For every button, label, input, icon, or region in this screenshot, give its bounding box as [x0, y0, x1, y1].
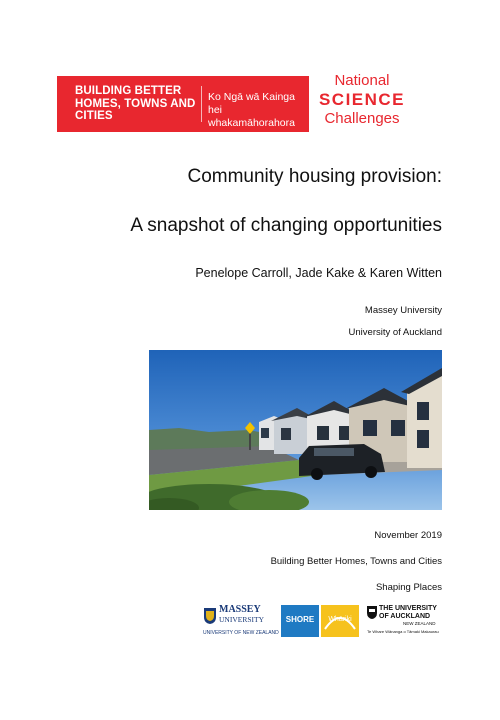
document-subtitle: A snapshot of changing opportunities	[130, 215, 442, 236]
nsc-line3: Challenges	[324, 110, 400, 127]
auckland-crest-icon	[367, 606, 377, 619]
affiliation-massey: Massey University	[364, 305, 442, 316]
nsc-line1: National	[334, 72, 390, 89]
shore-logo	[281, 605, 319, 637]
massey-university-logo	[203, 604, 279, 637]
banner-maori-line2: whakamāhorahora	[208, 117, 295, 129]
cover-photo-housing-street	[149, 350, 442, 510]
affiliation-auckland: University of Auckland	[348, 327, 442, 338]
whariki-text: Whāriki	[328, 616, 352, 623]
publication-date: November 2019	[374, 530, 442, 541]
auckland-line3: NEW ZEALAND	[403, 621, 436, 626]
massey-tagline: UNIVERSITY OF NEW ZEALAND	[203, 630, 279, 636]
national-science-challenges-logo	[312, 72, 412, 134]
authors: Penelope Carroll, Jade Kake & Karen Witten	[195, 266, 442, 280]
banner-right-text	[208, 91, 309, 130]
bbhtc-banner	[57, 76, 309, 132]
auckland-maori-name: Te Whare Wānanga o Tāmaki Makaurau	[367, 629, 439, 634]
banner-maori-line1: Ko Ngā wā Kainga hei	[208, 91, 295, 116]
nsc-line2: SCIENCE	[318, 90, 406, 109]
university-of-auckland-logo	[367, 605, 447, 637]
massey-name2: UNIVERSITY	[219, 615, 264, 624]
document-title: Community housing provision:	[187, 166, 442, 187]
auckland-line2: OF AUCKLAND	[379, 613, 431, 620]
auckland-line1: THE UNIVERSITY	[379, 605, 437, 612]
shore-text: SHORE	[285, 615, 315, 624]
massey-name: MASSEY	[219, 604, 261, 615]
whariki-logo	[321, 605, 359, 637]
subprogramme-name: Shaping Places	[375, 582, 442, 593]
banner-divider	[201, 86, 202, 122]
programme-name: Building Better Homes, Towns and Cities	[270, 556, 442, 567]
massey-crest-icon	[203, 607, 217, 625]
banner-left-text: BUILDING BETTER HOMES, TOWNS AND CITIES	[75, 85, 196, 122]
